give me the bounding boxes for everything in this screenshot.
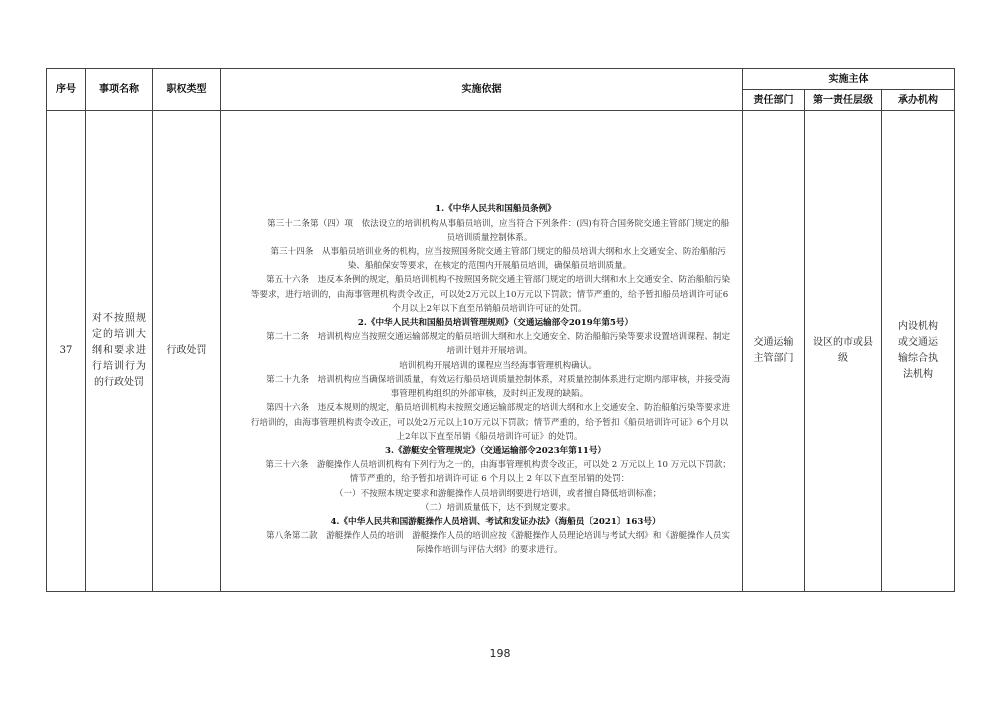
basis-law-title: 2.《中华人民共和国船员培训管理规则》（交通运输部令2019年第5号） (357, 318, 634, 329)
row-handling-org: 内设机构或交通运输综合执法机构 (882, 111, 955, 592)
basis-paragraph: 第二十二条 培训机构应当按照交通运输部规定的船员培训大纲和水上交通安全、防治船舶污染等要求设置培训课程、制定培训计划并开展培训。 (266, 332, 731, 357)
table-row (47, 111, 955, 592)
basis-paragraph: 培训机构开展培训的课程应当经海事管理机构确认。 (399, 360, 597, 371)
row-item-name: 对不按照规定的培训大纲和要求进行培训行为的行政处罚 (86, 111, 153, 592)
header-basis: 实施依据 (221, 69, 743, 111)
basis-paragraph: 第三十六条 游艇操作人员培训机构有下列行为之一的，由海事管理机构责令改正，可以处 2 万元以上 10 万元以下罚款；情节严重的，给予暂扣培训许可证 6 个月以上 2 年以下直至吊销的处罚： (265, 460, 731, 485)
row-seq: 37 (47, 111, 86, 592)
basis-paragraph: 第三十四条 从事船员培训业务的机构，应当按照国务院交通主管部门规定的船员培训大纲和水上交通安全、防治船舶污染、船舶保安等要求，在核定的范围内开展船员培训，确保船员培训质量。 (270, 247, 726, 272)
row-power-type: 行政处罚 (153, 111, 221, 592)
row-first-level: 设区的市或县级 (805, 111, 882, 592)
header-seq: 序号 (47, 69, 86, 111)
header-subject: 实施主体 (743, 69, 955, 90)
basis-paragraph: 第八条第二款 游艇操作人员的培训 游艇操作人员的培训应按《游艇操作人员理论培训与考试大纲》和《游艇操作人员实际操作培训与评估大纲》的要求进行。 (266, 531, 731, 556)
basis-paragraph: 第五十六条 违反本条例的规定，船员培训机构不按照国务院交通主管部门规定的培训大纲和水上交通安全、防治船舶污染等要求，进行培训的，由海事管理机构责令改正，可以处2万元以上10万元以下罚款；情节严重的，给予暂扣船员培训许可证6个月以上2年以下直至吊销船员培训许可证的处罚。 (250, 275, 731, 314)
enforcement-table (46, 68, 955, 592)
header-handling-org: 承办机构 (882, 90, 955, 111)
header-first-level: 第一责任层级 (805, 90, 882, 111)
basis-paragraph: 第四十六条 违反本规则的规定，船员培训机构未按照交通运输部规定的培训大纲和水上交通安全、防治船舶污染等要求进行培训的，由海事管理机构责令改正，可以处2万元以上10万元以下罚款；情节严重的，给予暂扣《船员培训许可证》6个月以上2年以下直至吊销《船员培训许可证》的处罚。 (250, 403, 731, 442)
basis-law-title: 1.《中华人民共和国船员条例》 (435, 204, 556, 215)
basis-paragraph: （一）不按照本规定要求和游艇操作人员培训纲要进行培训，或者擅自降低培训标准； (334, 488, 662, 499)
row-responsible-dept: 交通运输主管部门 (743, 111, 805, 592)
basis-paragraph: 第三十二条第（四）项 依法设立的培训机构从事船员培训，应当符合下列条件：(四)有符合国务院交通主管部门规定的船员培训质量控制体系。 (267, 218, 730, 243)
basis-law-title: 3.《游艇安全管理规定》（交通运输部令2023年第11号） (384, 445, 607, 456)
header-responsible-dept: 责任部门 (743, 90, 805, 111)
basis-paragraph: 第二十九条 培训机构应当确保培训质量，有效运行船员培训质量控制体系，对质量控制体系进行定期内部审核，并接受海事管理机构组织的外部审核，及时纠正发现的缺陷。 (266, 374, 731, 400)
basis-law-title: 4.《中华人民共和国游艇操作人员培训、考试和发证办法》（海船员〔2021〕163号） (330, 516, 661, 527)
header-item-name: 事项名称 (86, 69, 153, 111)
row-basis (221, 111, 743, 592)
basis-paragraph: （二）培训质量低下，达不到规定要求。 (420, 502, 576, 513)
header-power-type: 职权类型 (153, 69, 221, 111)
page-number: 198 (489, 647, 511, 660)
